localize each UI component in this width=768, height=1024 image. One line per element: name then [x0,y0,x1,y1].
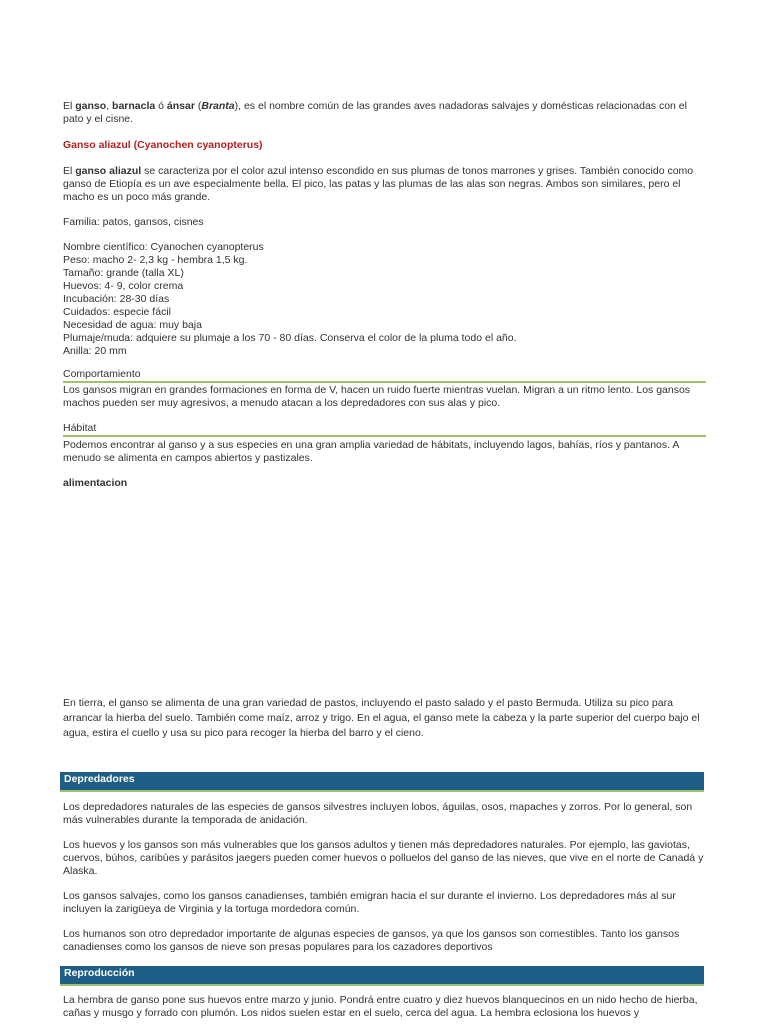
reproduccion-heading-bar: Reproducción [60,966,704,986]
fact-item: Necesidad de agua: muy baja [63,319,202,331]
alimentacion-heading: alimentacion [63,477,128,489]
intro-term-branta: Branta [201,100,235,112]
fact-item: Incubación: 28-30 días [63,293,170,305]
facts-list [63,241,706,358]
habitat-heading: Hábitat [63,422,97,434]
depredadores-paragraph-1: Los depredadores naturales de las especies de gansos silvestres incluyen lobos, águilas, osos, mapaches y zorros. Por lo general, son más vulnerables durante la temporada de anidación. [63,801,693,826]
depredadores-paragraph-3: Los gansos salvajes, como los gansos canadienses, también emigran hacia el sur durante el invierno. Los depredadores más al sur incluyen la zarigüeya de Virginia y la tortuga mordedora común. [63,890,676,915]
intro-term-barnacla: barnacla [112,100,156,112]
species-title: Ganso aliazul (Cyanochen cyanopterus) [63,139,263,151]
alimentacion-text: En tierra, el ganso se alimenta de una gran variedad de pastos, incluyendo el pasto salado y el pasto Bermuda. Utiliza su pico para arrancar la hierba del suelo. También come maíz, arroz y trigo. En el agua, el ganso mete la cabeza y la parte superior del cuerpo bajo el agua, estira el cuello y usa su pico para recoger la hierba del barro y el cieno. [63,697,700,739]
depredadores-heading-bar: Depredadores [60,772,704,792]
depredadores-paragraph-2: Los huevos y los gansos son más vulnerables que los gansos adultos y tienen más depredadores naturales. Por ejemplo, las gaviotas, cuervos, búhos, caribúes y parásitos jaegers pueden comer huevos o polluelos del ganso de las nieves, que vive en el norte de Canadá y Alaska. [63,839,704,877]
depredadores-paragraph-4: Los humanos son otro depredador importante de algunas especies de gansos, ya que los gansos son comestibles. Tanto los gansos canadienses como los gansos de nieve son presas populares para los cazadores deportivos [63,928,680,953]
description-paragraph [63,165,706,204]
comportamiento-heading: Comportamiento [63,368,141,380]
reproduccion-text: La hembra de ganso pone sus huevos entre marzo y junio. Pondrá entre cuatro y diez huevos blanquecinos en un nido hecho de hierba, cañas y musgo y forrado con plumón. Los nidos suelen estar en el suelo, cerca del agua. La hembra eclosiona los huevos y [63,994,698,1019]
fact-item: Huevos: 4- 9, color crema [63,280,184,292]
habitat-text: Podemos encontrar al ganso y a sus especies en una gran amplia variedad de hábitats, incluyendo lagos, bahías, ríos y pantanos. A menudo se alimenta en campos abiertos y pastizales. [63,439,679,464]
comportamiento-rule [63,381,706,383]
familia-line: Familia: patos, gansos, cisnes [63,216,204,228]
fact-item: Peso: macho 2- 2,3 kg - hembra 1,5 kg. [63,254,248,266]
fact-item: Anilla: 20 mm [63,345,127,357]
comportamiento-text: Los gansos migran en grandes formaciones en forma de V, hacen un ruido fuerte mientras vuelan. Migran a un ritmo lento. Los gansos machos pueden ser muy agresivos, a menudo atacan a los depredadores con sus alas y pico. [63,384,691,409]
intro-term-ansar: ánsar [166,100,195,112]
fact-item: Tamaño: grande (talla XL) [63,267,184,279]
intro-text: ( [194,100,202,112]
fact-item: Cuidados: especie fácil [63,306,171,318]
intro-text: ), es el nombre común de las grandes aves nadadoras salvajes y domésticas relacionadas con el pato y el cisne. [63,100,687,125]
description-term: ganso aliazul [75,165,142,177]
description-text: se caracteriza por el color azul intenso escondido en sus plumas de tonos marrones y grises. También conocido como ganso de Etiopía es un ave especialmente bella. El pico, las patas y las plumas de las alas son negras. Ambos son similares, pero el macho es un poco más grande. [63,165,694,203]
habitat-rule [63,435,706,437]
fact-item: Nombre científico: Cyanochen cyanopterus [63,241,264,253]
intro-text: , [106,100,113,112]
description-text: El [63,165,76,177]
intro-text: ó [155,100,167,112]
fact-item: Plumaje/muda: adquiere su plumaje a los 70 - 80 días. Conserva el color de la pluma todo el año. [63,332,517,344]
intro-term-ganso: ganso [75,100,107,112]
intro-paragraph [63,100,706,126]
intro-text: El [63,100,76,112]
